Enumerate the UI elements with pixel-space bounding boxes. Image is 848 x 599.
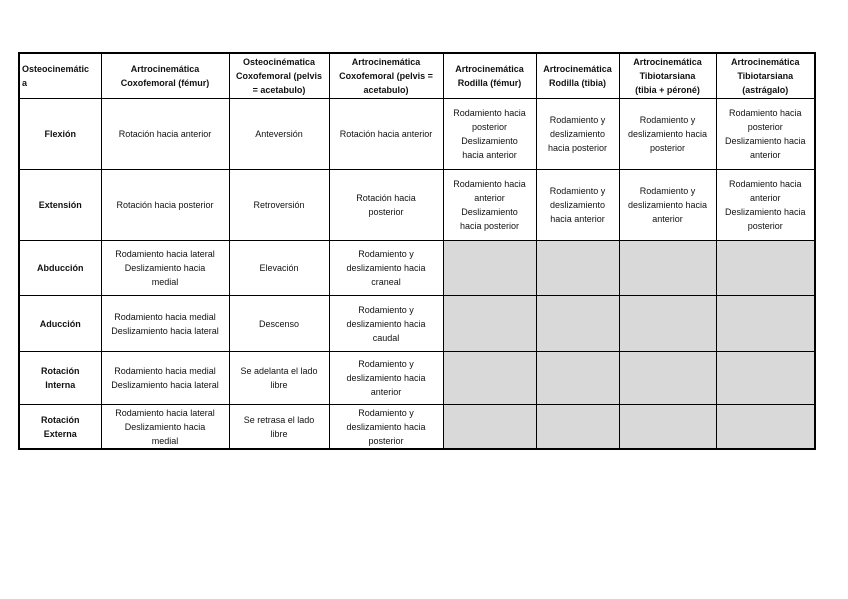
empty-cell — [716, 405, 815, 450]
row-label: Aducción — [19, 296, 101, 352]
table-cell: Rodamiento hacia medial Deslizamiento hacia lateral — [101, 352, 229, 405]
table-cell: Retroversión — [229, 170, 329, 241]
table-cell: Rotación hacia anterior — [329, 99, 443, 170]
table-cell: Rodamiento hacia medial Deslizamiento hacia lateral — [101, 296, 229, 352]
table-row — [19, 296, 815, 352]
row-label: Flexión — [19, 99, 101, 170]
table-row — [19, 99, 815, 170]
table-row — [19, 405, 815, 450]
row-label: Rotación Externa — [19, 405, 101, 450]
column-header: Osteocinématica Coxofemoral (pelvis = acetabulo) — [229, 53, 329, 99]
row-label: Abducción — [19, 241, 101, 296]
empty-cell — [443, 352, 536, 405]
table-cell: Rodamiento hacia anterior Deslizamiento hacia posterior — [716, 170, 815, 241]
empty-cell — [536, 296, 619, 352]
empty-cell — [716, 241, 815, 296]
table-cell: Rodamiento hacia posterior Deslizamiento hacia anterior — [716, 99, 815, 170]
table-cell: Rodamiento y deslizamiento hacia craneal — [329, 241, 443, 296]
column-header: Artrocinemática Tibiotarsiana (tibia + péroné) — [619, 53, 716, 99]
artrocinematica-table — [18, 52, 816, 450]
table-row — [19, 170, 815, 241]
column-header: Osteocinemátic a — [19, 53, 101, 99]
table-cell: Elevación — [229, 241, 329, 296]
empty-cell — [716, 296, 815, 352]
empty-cell — [536, 405, 619, 450]
empty-cell — [716, 352, 815, 405]
table-cell: Rotación hacia posterior — [329, 170, 443, 241]
empty-cell — [536, 352, 619, 405]
empty-cell — [443, 405, 536, 450]
table-cell: Rodamiento hacia anterior Deslizamiento hacia posterior — [443, 170, 536, 241]
empty-cell — [443, 241, 536, 296]
table-row — [19, 241, 815, 296]
table-cell: Rodamiento hacia lateral Deslizamiento hacia medial — [101, 405, 229, 450]
table-cell: Rodamiento y deslizamiento hacia posterior — [619, 99, 716, 170]
table-cell: Rodamiento y deslizamiento hacia anterior — [619, 170, 716, 241]
row-label: Extensión — [19, 170, 101, 241]
empty-cell — [619, 352, 716, 405]
table-row — [19, 352, 815, 405]
table-cell: Rodamiento y deslizamiento hacia posterior — [329, 405, 443, 450]
empty-cell — [443, 296, 536, 352]
table-cell: Rotación hacia anterior — [101, 99, 229, 170]
table-cell: Rodamiento y deslizamiento hacia posterior — [536, 99, 619, 170]
table-cell: Se retrasa el lado libre — [229, 405, 329, 450]
column-header: Artrocinemática Coxofemoral (pelvis = acetabulo) — [329, 53, 443, 99]
header-row — [19, 53, 815, 99]
column-header: Artrocinemática Rodilla (tibia) — [536, 53, 619, 99]
column-header: Artrocinemática Coxofemoral (fémur) — [101, 53, 229, 99]
row-label: Rotación Interna — [19, 352, 101, 405]
column-header: Artrocinemática Tibiotarsiana (astrágalo) — [716, 53, 815, 99]
table-cell: Rodamiento y deslizamiento hacia anterior — [536, 170, 619, 241]
table-cell: Rodamiento hacia lateral Deslizamiento hacia medial — [101, 241, 229, 296]
empty-cell — [619, 405, 716, 450]
empty-cell — [619, 296, 716, 352]
table-cell: Rotación hacia posterior — [101, 170, 229, 241]
table-cell: Descenso — [229, 296, 329, 352]
table-cell: Se adelanta el lado libre — [229, 352, 329, 405]
empty-cell — [536, 241, 619, 296]
empty-cell — [619, 241, 716, 296]
table-cell: Rodamiento y deslizamiento hacia anterior — [329, 352, 443, 405]
table-cell: Rodamiento y deslizamiento hacia caudal — [329, 296, 443, 352]
table-cell: Rodamiento hacia posterior Deslizamiento hacia anterior — [443, 99, 536, 170]
column-header: Artrocinemática Rodilla (fémur) — [443, 53, 536, 99]
table-cell: Anteversión — [229, 99, 329, 170]
